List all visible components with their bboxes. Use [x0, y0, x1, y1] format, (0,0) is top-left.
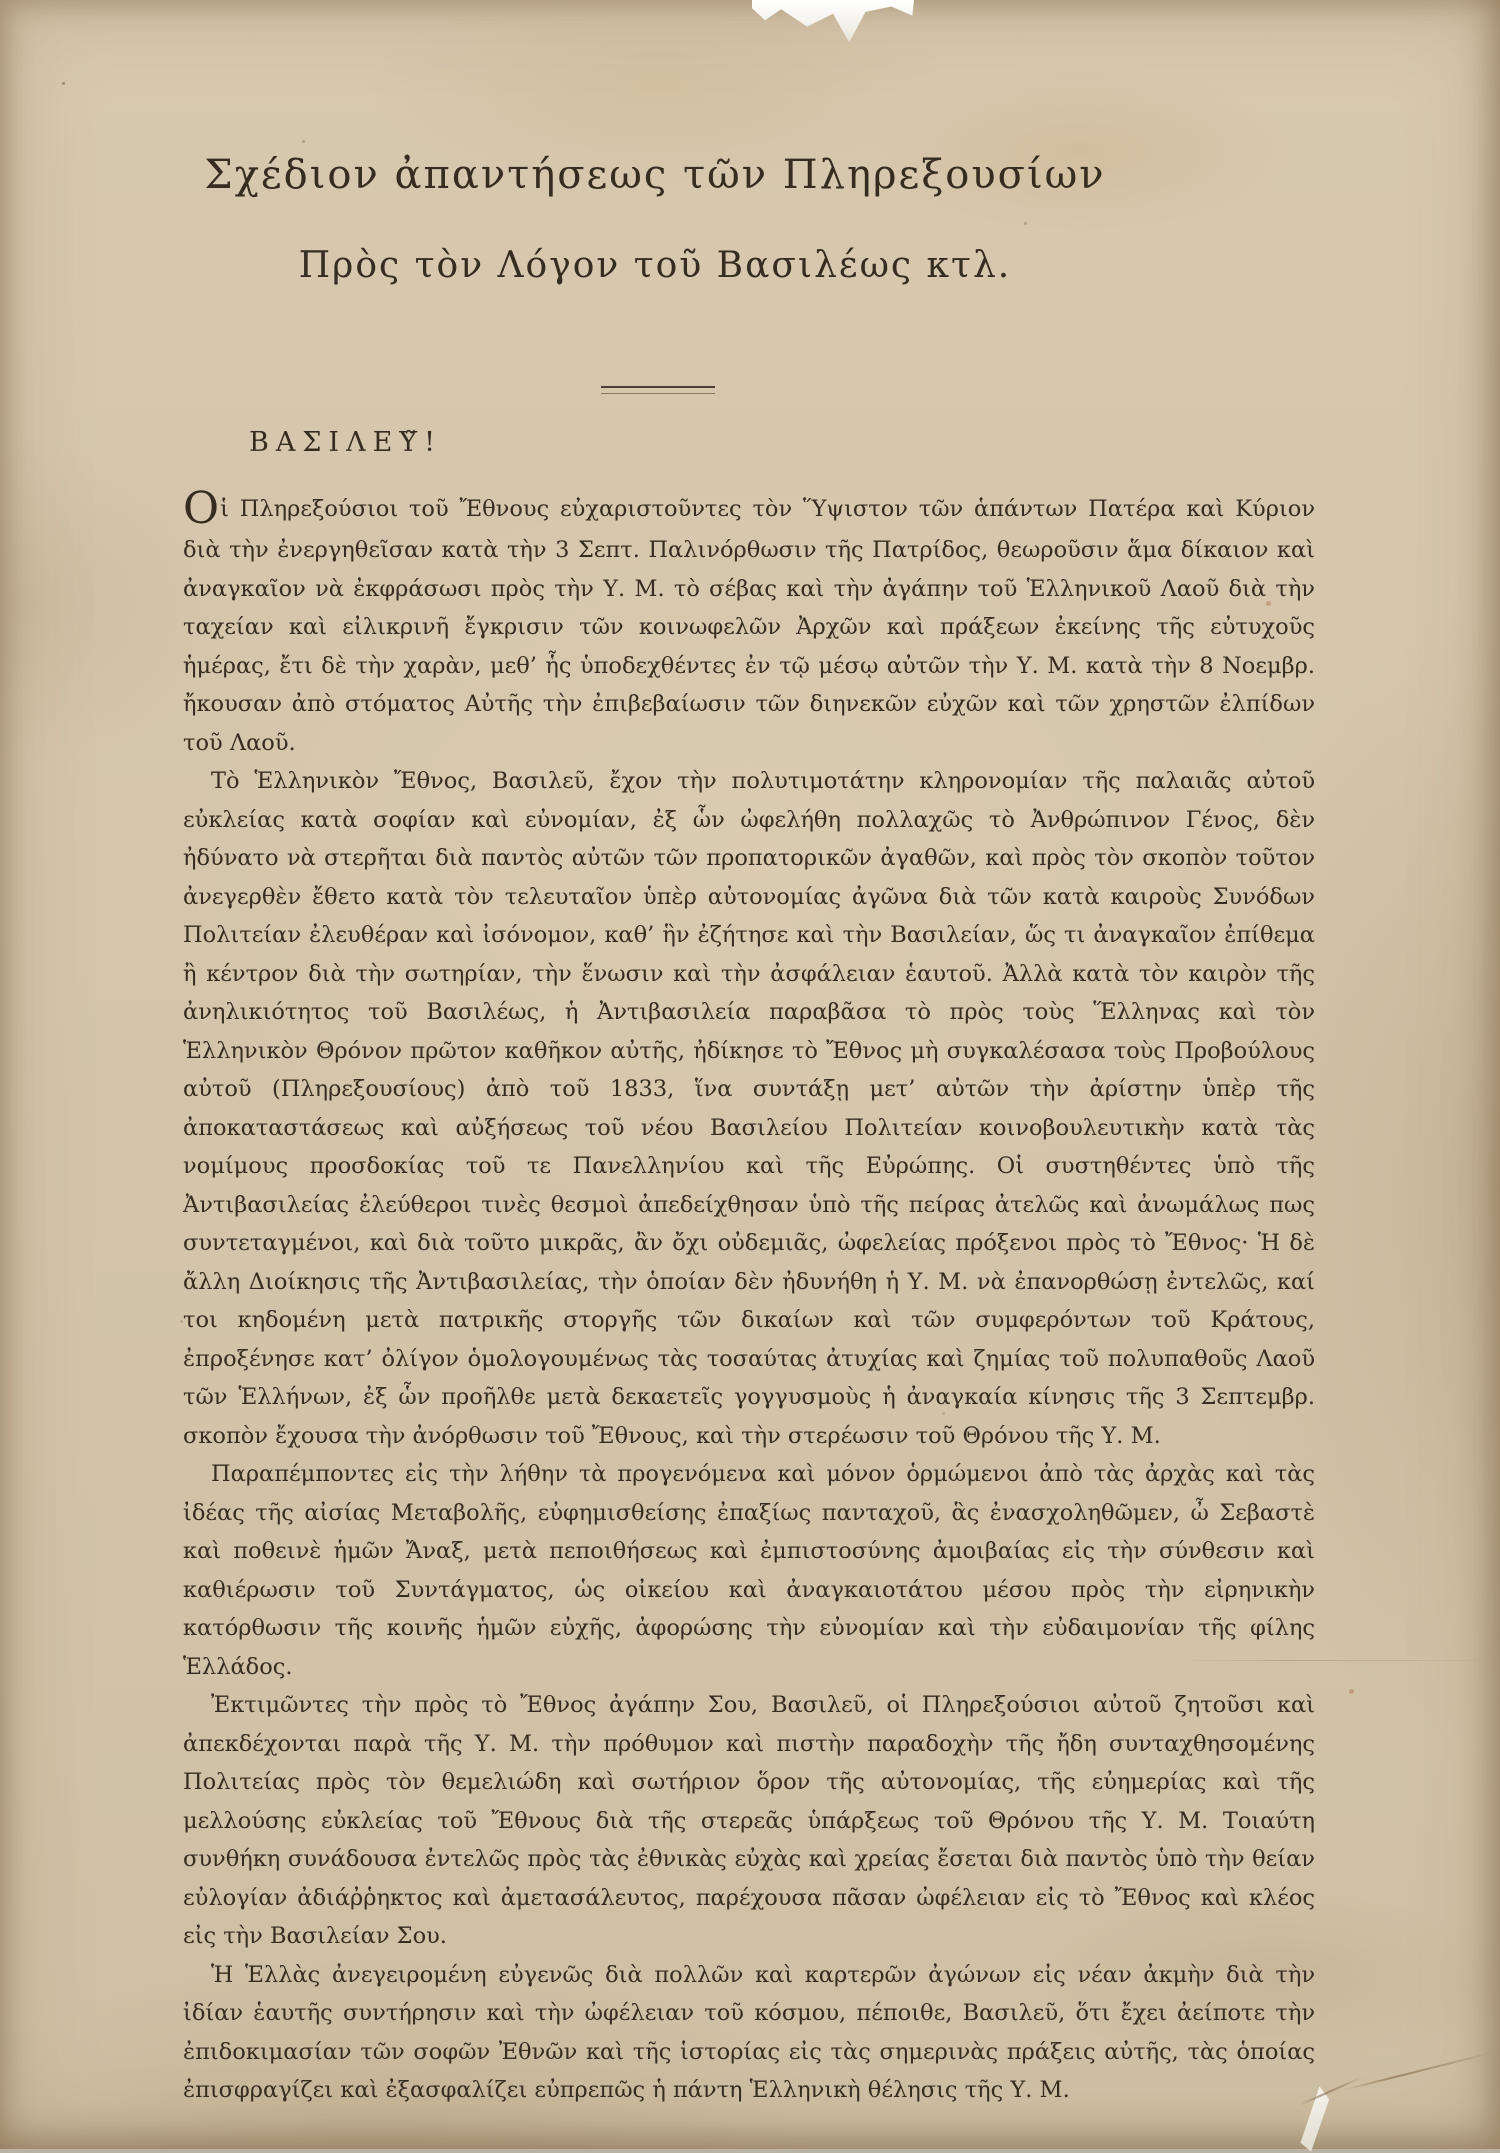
drop-cap-tail: ἱ — [220, 496, 229, 522]
document-body — [183, 483, 1315, 2110]
paragraph-5-text: Ἡ Ἑλλὰς ἀνεγειρομένη εὐγενῶς διὰ πολλῶν καὶ καρτερῶν ἀγώνων εἰς νέαν ἀκμὴν διὰ τὴν ἰδίαν ἑαυτῆς συντήρησιν καὶ τὴν ὠφέλειαν τοῦ κόσμου, πέποιθε, Βασιλεῦ, ὅτι ἔχει ἀείποτε τὴν ἐπιδοκιμασίαν τῶν σοφῶν Ἐθνῶν καὶ τῆς ἱστορίας εἰς τὰς σημερινὰς πράξεις αὐτῆς, τὰς ὁποίας ἐπισφραγίζει καὶ ἐξασφαλίζει εὐπρεπῶς ἡ πάντη Ἑλληνικὴ θέλησις τῆς Υ. Μ. — [183, 1961, 1315, 2103]
paragraph-2 — [183, 762, 1315, 1455]
paragraph-3-text: Παραπέμποντες εἰς τὴν λήθην τὰ προγενόμενα καὶ μόνον ὁρμώμενοι ἀπὸ τὰς ἀρχὰς καὶ τὰς ἰδέας τῆς αἰσίας Μεταβολῆς, εὐφημισθείσης ἐπαξίως πανταχοῦ, ἃς ἐνασχοληθῶμεν, ὦ Σεβαστὲ καὶ ποθεινὲ ἡμῶν Ἄναξ, μετὰ πεποιθήσεως καὶ ἐμπιστοσύνης ἀμοιβαίας εἰς τὴν σύνθεσιν καὶ καθιέρωσιν τοῦ Συντάγματος, ὡς οἰκείου καὶ ἀναγκαιοτάτου μέσου πρὸς τὴν εἰρηνικὴν κατόρθωσιν τῆς κοινῆς ἡμῶν εὐχῆς, ἀφορώσης τὴν εὐνομίαν καὶ τὴν εὐδαιμονίαν τῆς φίλης Ἑλλάδος. — [183, 1461, 1315, 1680]
document-title-line-2: Πρὸς τὸν Λόγον τοῦ Βασιλέως κτλ. — [298, 245, 1012, 286]
paragraph-3 — [183, 1455, 1315, 1686]
paragraph-4-text: Ἐκτιμῶντες τὴν πρὸς τὸ Ἔθνος ἀγάπην Σου, Βασιλεῦ, οἱ Πληρεξούσιοι αὐτοῦ ζητοῦσι καὶ ἀπεκδέχονται παρὰ τῆς Υ. Μ. τὴν πρόθυμον καὶ πιστὴν παραδοχὴν τῆς ἤδη συνταχθησομένης Πολιτείας πρὸς τὸν θεμελιώδη καὶ σωτήριον ὅρον τῆς αὐτονομίας, τῆς εὐημερίας καὶ τῆς μελλούσης εὐκλείας τοῦ Ἔθνους διὰ τῆς στερεᾶς ὑπάρξεως τοῦ Θρόνου τῆς Υ. Μ. Τοιαύτη συνθήκη συνάδουσα ἐντελῶς πρὸς τὰς ἐθνικὰς εὐχὰς καὶ χρείας ἔσεται διὰ παντὸς ὑπὸ τὴν θείαν εὐλογίαν ἀδιάῤῥηκτος καὶ ἀμετασάλευτος, παρέχουσα πᾶσαν ὠφέλειαν εἰς τὸ Ἔθνος καὶ κλέος εἰς τὴν Βασιλείαν Σου. — [183, 1692, 1315, 1949]
paper-crease — [1342, 2051, 1496, 2091]
paragraph-1-text: Πληρεξούσιοι τοῦ Ἔθνους εὐχαριστοῦντες τὸν Ὕψιστον τῶν ἁπάντων Πατέρα καὶ Κύριον διὰ τὴν ἐνεργηθεῖσαν κατὰ τὴν 3 Σεπτ. Παλινόρθωσιν τῆς Πατρίδος, θεωροῦσιν ἅμα δίκαιον καὶ ἀναγκαῖον νὰ ἐκφράσωσι πρὸς τὴν Υ. Μ. τὸ σέβας καὶ τὴν ἀγάπην τοῦ Ἑλληνικοῦ Λαοῦ διὰ τὴν ταχείαν καὶ εἰλικρινῆ ἔγκρισιν τῶν κοινωφελῶν Ἀρχῶν καὶ πράξεων ἐκείνης τῆς εὐτυχοῦς ἡμέρας, ἔτι δὲ τὴν χαρὰν, μεθ’ ἧς ὑποδεχθέντες ἐν τῷ μέσῳ αὐτῶν τὴν Υ. Μ. κατὰ τὴν 8 Νοεμβρ. ἤκουσαν ἀπὸ στόματος Αὐτῆς τὴν ἐπιβεβαίωσιν τῶν διηνεκῶν εὐχῶν καὶ τῶν χρηστῶν ἐλπίδων τοῦ Λαοῦ. — [183, 496, 1315, 756]
document-title-line-1: Σχέδιον ἀπαντήσεως τῶν Πληρεξουσίων — [204, 152, 1106, 198]
title-divider — [601, 386, 715, 394]
paragraph-4 — [183, 1686, 1315, 1956]
paragraph-2-text: Τὸ Ἑλληνικὸν Ἔθνος, Βασιλεῦ, ἔχον τὴν πολυτιμοτάτην κληρονομίαν τῆς παλαιᾶς αὐτοῦ εὐκλείας κατὰ σοφίαν καὶ εὐνομίαν, ἐξ ὧν ὠφελήθη πολλαχῶς τὸ Ἀνθρώπινον Γένος, δὲν ἠδύνατο νὰ στερῆται διὰ παντὸς αὐτῶν τῶν προπατορικῶν ἀγαθῶν, καὶ πρὸς τὸν σκοπὸν τοῦτον ἀνεγερθὲν ἔθετο κατὰ τὸν τελευταῖον ὑπὲρ αὐτονομίας ἀγῶνα διὰ τῶν κατὰ καιροὺς Συνόδων Πολιτείαν ἐλευθέραν καὶ ἰσόνομον, καθ’ ἣν ἐζήτησε καὶ τὴν Βασιλείαν, ὥς τι ἀναγκαῖον ἐπίθεμα ἢ κέντρον διὰ τὴν σωτηρίαν, τὴν ἕνωσιν καὶ τὴν ἀσφάλειαν ἑαυτοῦ. Ἀλλὰ κατὰ τὸν καιρὸν τῆς ἀνηλικιότητος τοῦ Βασιλέως, ἡ Ἀντιβασιλεία παραβᾶσα τὸ πρὸς τοὺς Ἕλληνας καὶ τὸν Ἑλληνικὸν Θρόνον πρῶτον καθῆκον αὐτῆς, ἠδίκησε τὸ Ἔθνος μὴ συγκαλέσασα τοὺς Προβούλους αὐτοῦ (Πληρεξουσίους) ἀπὸ τοῦ 1833, ἵνα συντάξῃ μετ’ αὐτῶν τὴν ἀρίστην ὑπὲρ τῆς ἀποκαταστάσεως καὶ αὐξήσεως τοῦ νέου Βασιλείου Πολιτείαν κοινοβουλευτικὴν κατὰ τὰς νομίμους προσδοκίας τοῦ τε Πανελληνίου καὶ τῆς Εὐρώπης. Οἱ συστηθέντες ὑπὸ τῆς Ἀντιβασιλείας ἐλεύθεροι τινὲς θεσμοὶ ἀπεδείχθησαν ὑπὸ τῆς πείρας ἀτελῶς καὶ ἀνωμάλως πως συντεταγμένοι, καὶ διὰ τοῦτο μικρᾶς, ἂν ὄχι οὐδεμιᾶς, ὠφελείας πρόξενοι πρὸς τὸ Ἔθνος· Ἡ δὲ ἄλλη Διοίκησις τῆς Ἀντιβασιλείας, τὴν ὁποίαν δὲν ἠδυνήθη ἡ Υ. Μ. νὰ ἐπανορθώσῃ ἐντελῶς, καί τοι κηδομένη μετὰ πατρικῆς στοργῆς τῶν δικαίων καὶ τῶν συμφερόντων τοῦ Κράτους, ἐπροξένησε κατ’ ὀλίγον ὁμολογουμένως τὰς τοσαύτας ἀτυχίας καὶ ζημίας τοῦ πολυπαθοῦς Λαοῦ τῶν Ἑλλήνων, ἐξ ὧν προῆλθε μετὰ δεκαετεῖς γογγυσμοὺς ἡ ἀναγκαία κίνησις τῆς 3 Σεπτεμβρ. σκοπὸν ἔχουσα τὴν ἀνόρθωσιν τοῦ Ἔθνους, καὶ τὴν στερέωσιν τοῦ Θρόνου τῆς Υ. Μ. — [183, 768, 1315, 1449]
paper-specks — [62, 82, 65, 85]
paragraph-5 — [183, 1956, 1315, 2110]
paragraph-1 — [183, 483, 1315, 762]
drop-cap: Ο — [183, 483, 221, 534]
salutation: ΒΑΣΙΛΕΥ̃! — [249, 427, 442, 458]
paper-tear-top — [752, 0, 914, 46]
